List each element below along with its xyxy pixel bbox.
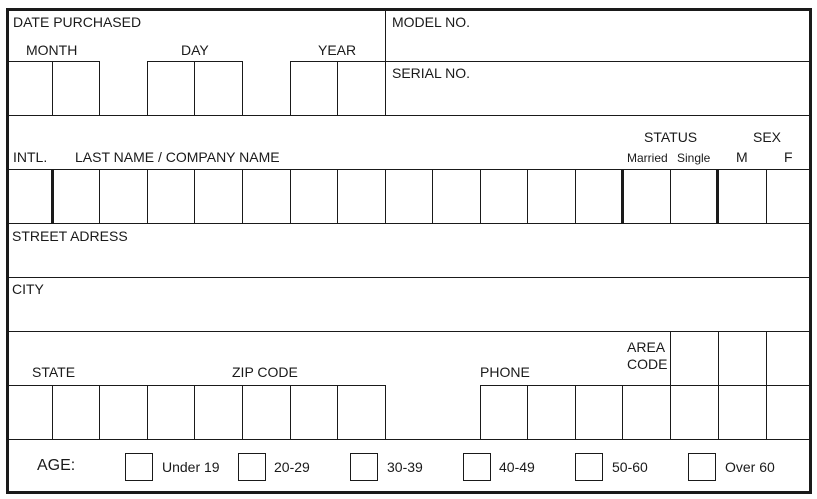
year-label: YEAR [318, 42, 357, 58]
age-40-49-label: 40-49 [499, 459, 535, 475]
last-name-field[interactable] [54, 170, 621, 222]
age-label: AGE: [37, 457, 76, 474]
status-married-field[interactable] [624, 170, 670, 222]
phone-field[interactable] [481, 386, 670, 438]
phone-label: PHONE [480, 364, 530, 380]
age-under-19-label: Under 19 [162, 459, 220, 475]
day-label: DAY [181, 42, 209, 58]
male-label: M [736, 149, 748, 165]
model-no-label: MODEL NO. [392, 14, 471, 30]
status-label: STATUS [644, 129, 698, 145]
month-field[interactable] [9, 62, 99, 114]
state-label: STATE [32, 364, 76, 380]
married-label: Married [627, 151, 668, 165]
sex-male-field[interactable] [719, 170, 766, 222]
area-code-label-line2: CODE [627, 356, 668, 372]
age-20-29-label: 20-29 [274, 459, 310, 475]
serial-no-field[interactable] [386, 62, 809, 114]
month-label: MONTH [26, 42, 78, 58]
intl-label: INTL. [13, 149, 48, 165]
initial-field[interactable] [9, 170, 51, 222]
female-label: F [784, 149, 793, 165]
date-purchased-label: DATE PURCHASED [13, 14, 142, 30]
zip-code-label: ZIP CODE [232, 364, 298, 380]
street-address-label: STREET ADRESS [12, 228, 128, 244]
area-code-label-line1: AREA [627, 339, 666, 355]
city-field[interactable] [9, 278, 809, 330]
area-code-field[interactable] [671, 332, 809, 438]
zip-code-field[interactable] [148, 386, 385, 438]
serial-no-label: SERIAL NO. [392, 65, 471, 81]
city-label: CITY [12, 281, 44, 297]
street-address-field[interactable] [9, 224, 809, 276]
age-30-39-label: 30-39 [387, 459, 423, 475]
single-label: Single [677, 151, 711, 165]
state-field[interactable] [9, 386, 99, 438]
year-field[interactable] [291, 62, 385, 114]
model-no-field[interactable] [386, 11, 809, 60]
status-single-field[interactable] [671, 170, 716, 222]
last-name-label: LAST NAME / COMPANY NAME [75, 149, 280, 165]
age-50-60-label: 50-60 [612, 459, 648, 475]
age-over-60-label: Over 60 [725, 459, 775, 475]
sex-label: SEX [753, 129, 782, 145]
day-field[interactable] [148, 62, 242, 114]
sex-female-field[interactable] [767, 170, 809, 222]
